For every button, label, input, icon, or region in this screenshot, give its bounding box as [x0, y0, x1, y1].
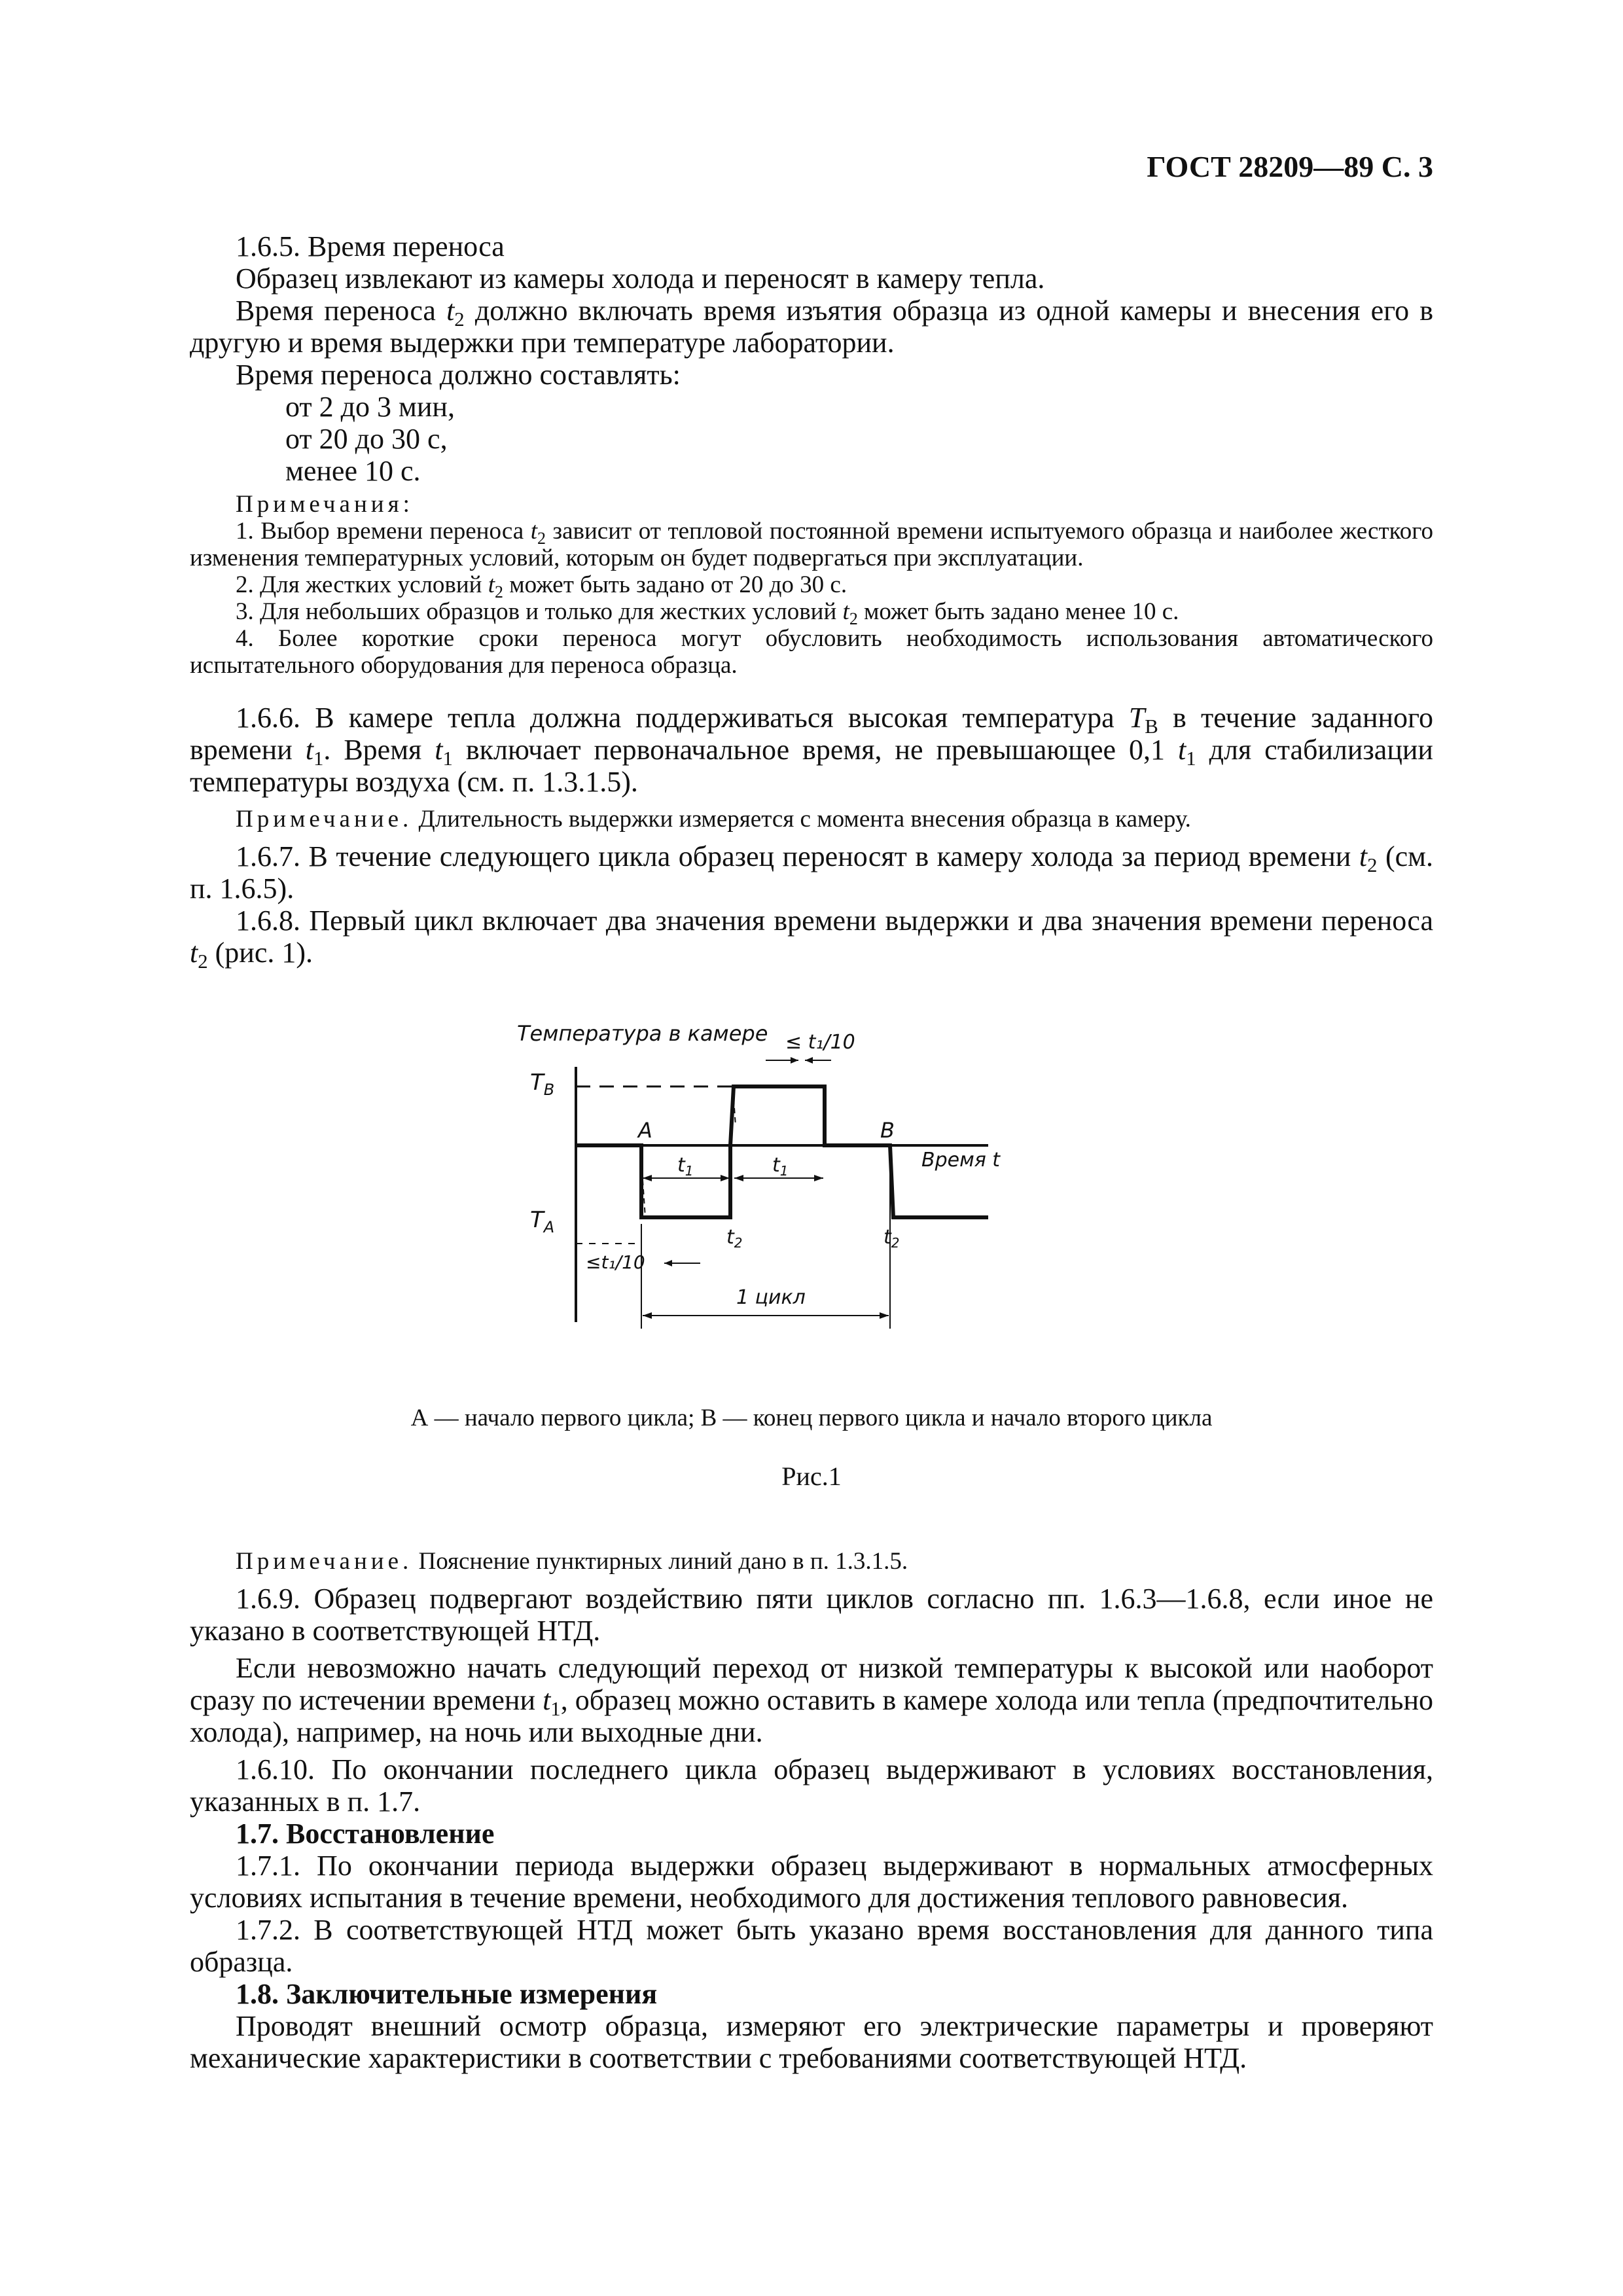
point-b-label: B: [880, 1118, 895, 1143]
list-item: менее 10 с.: [285, 455, 421, 487]
arrow-head: [805, 1057, 813, 1064]
paragraph: Образец извлекают из камеры холода и переносят в камеру тепла.: [236, 262, 1045, 295]
label-ta: $T_А$: [530, 1207, 555, 1236]
annotation-top: ≤ t₁/10: [785, 1031, 855, 1054]
annotation-bottom: ≤t₁/10: [586, 1251, 645, 1273]
section-1-6-5: [190, 230, 1433, 487]
note: Примечание. Пояснение пунктирных линий дано в п. 1.3.1.5.: [236, 1548, 908, 1575]
arrow-head: [643, 1175, 652, 1181]
arrow-head: [721, 1175, 730, 1181]
arrow-head: [664, 1260, 672, 1266]
paragraph: 1.6.6. В камере тепла должна поддерживаться высокая температура $T_В$ в течение заданного времени $t_1$. Время $t_1$ включает первоначальное время, не превышающее 0,1 $t_1$ для стабилизации температуры воздуха (см. п. 1.3.1.5).: [190, 702, 1434, 798]
arrow-head: [814, 1175, 823, 1181]
cycle-label: 1 цикл: [736, 1286, 806, 1309]
paragraph: Время переноса $t_2$ должно включать время изъятия образца из одной камеры и внесения его в другую и время выдержки при температуре лаборатории.: [190, 295, 1433, 359]
t2-label: $t_2$: [726, 1226, 743, 1251]
paragraph: 1.6.10. По окончании последнего цикла образец выдерживают в условиях восстановления, указанных в п. 1.7.: [190, 1753, 1433, 1818]
notes-block: [190, 491, 1433, 679]
figure-title: Рис.1: [781, 1462, 842, 1491]
t1-label: $t_1$: [772, 1154, 789, 1179]
figure-caption: А — начало первого цикла; В — конец первого цикла и начало второго цикла: [410, 1405, 1213, 1431]
note-item: 3. Для небольших образцов и только для жестких условий $t_2$ может быть задано менее 10 с.: [236, 598, 1179, 628]
axis-x-label: Время t: [921, 1149, 1001, 1172]
list-item: от 20 до 30 с,: [285, 423, 448, 455]
arrow-head: [791, 1057, 798, 1064]
note-item: 2. Для жестких условий $t_2$ может быть задано от 20 до 30 с.: [236, 571, 847, 601]
note-item: 1. Выбор времени переноса $t_2$ зависит от тепловой постоянной времени испытуемого образца и наиболее жесткого изменения температурных условий, которым он будет подвергаться при эксплуатации.: [190, 518, 1433, 571]
paragraph: Проводят внешний осмотр образца, измеряют его электрические параметры и проверяют механические характеристики в соответствии с требованиями соответствующей НТД.: [190, 2010, 1433, 2074]
note: Примечание. Длительность выдержки измеряется с момента внесения образца в камеру.: [236, 806, 1191, 833]
label-tb: $T_В$: [530, 1069, 555, 1099]
section-1-6-6: [190, 702, 1434, 973]
notes-heading: Примечания:: [236, 491, 414, 518]
section-heading: 1.8. Заключительные измерения: [236, 1978, 658, 2010]
note-item: 4. Более короткие сроки переноса могут обусловить необходимость использования автоматического испытательного оборудования для переноса образца.: [190, 625, 1433, 679]
page-header: ГОСТ 28209—89 С. 3: [1147, 150, 1433, 183]
paragraph: 1.6.8. Первый цикл включает два значения времени выдержки и два значения времени переноса $t_2$ (рис. 1).: [190, 905, 1433, 973]
point-a-label: A: [638, 1118, 652, 1143]
paragraph: 1.6.7. В течение следующего цикла образец переносят в камеру холода за период времени $t_2$ (см. п. 1.6.5).: [190, 840, 1433, 905]
paragraph: 1.6.9. Образец подвергают воздействию пяти циклов согласно пп. 1.6.3—1.6.8, если иное не указано в соответствующей НТД.: [190, 1583, 1433, 1647]
t1-label: $t_1$: [677, 1154, 694, 1179]
axis-y-label: Температура в камере: [517, 1021, 768, 1046]
arrow-head: [734, 1175, 743, 1181]
paragraph: Если невозможно начать следующий переход от низкой температуры к высокой или наоборот сразу по истечении времени $t_1$, образец можно оставить в камере холода или тепла (предпочтительно холода), например, на ночь или выходные дни.: [190, 1652, 1434, 1748]
paragraph: 1.7.2. В соответствующей НТД может быть указано время восстановления для данного типа образца.: [190, 1914, 1433, 1978]
paragraph: 1.7.1. По окончании периода выдержки образец выдерживают в нормальных атмосферных условиях испытания в течение времени, необходимого для достижения теплового равновесия.: [190, 1850, 1433, 1914]
list-item: от 2 до 3 мин,: [285, 391, 455, 423]
arrow-head: [643, 1312, 652, 1319]
section-heading: 1.7. Восстановление: [236, 1818, 495, 1850]
t2-label: $t_2$: [883, 1226, 900, 1251]
paragraph: Время переноса должно составлять:: [236, 359, 681, 391]
timing-diagram: [517, 1021, 1027, 1348]
arrow-head: [880, 1312, 889, 1319]
section-title: 1.6.5. Время переноса: [236, 230, 505, 262]
section-1-6-9: [190, 1548, 1433, 2074]
